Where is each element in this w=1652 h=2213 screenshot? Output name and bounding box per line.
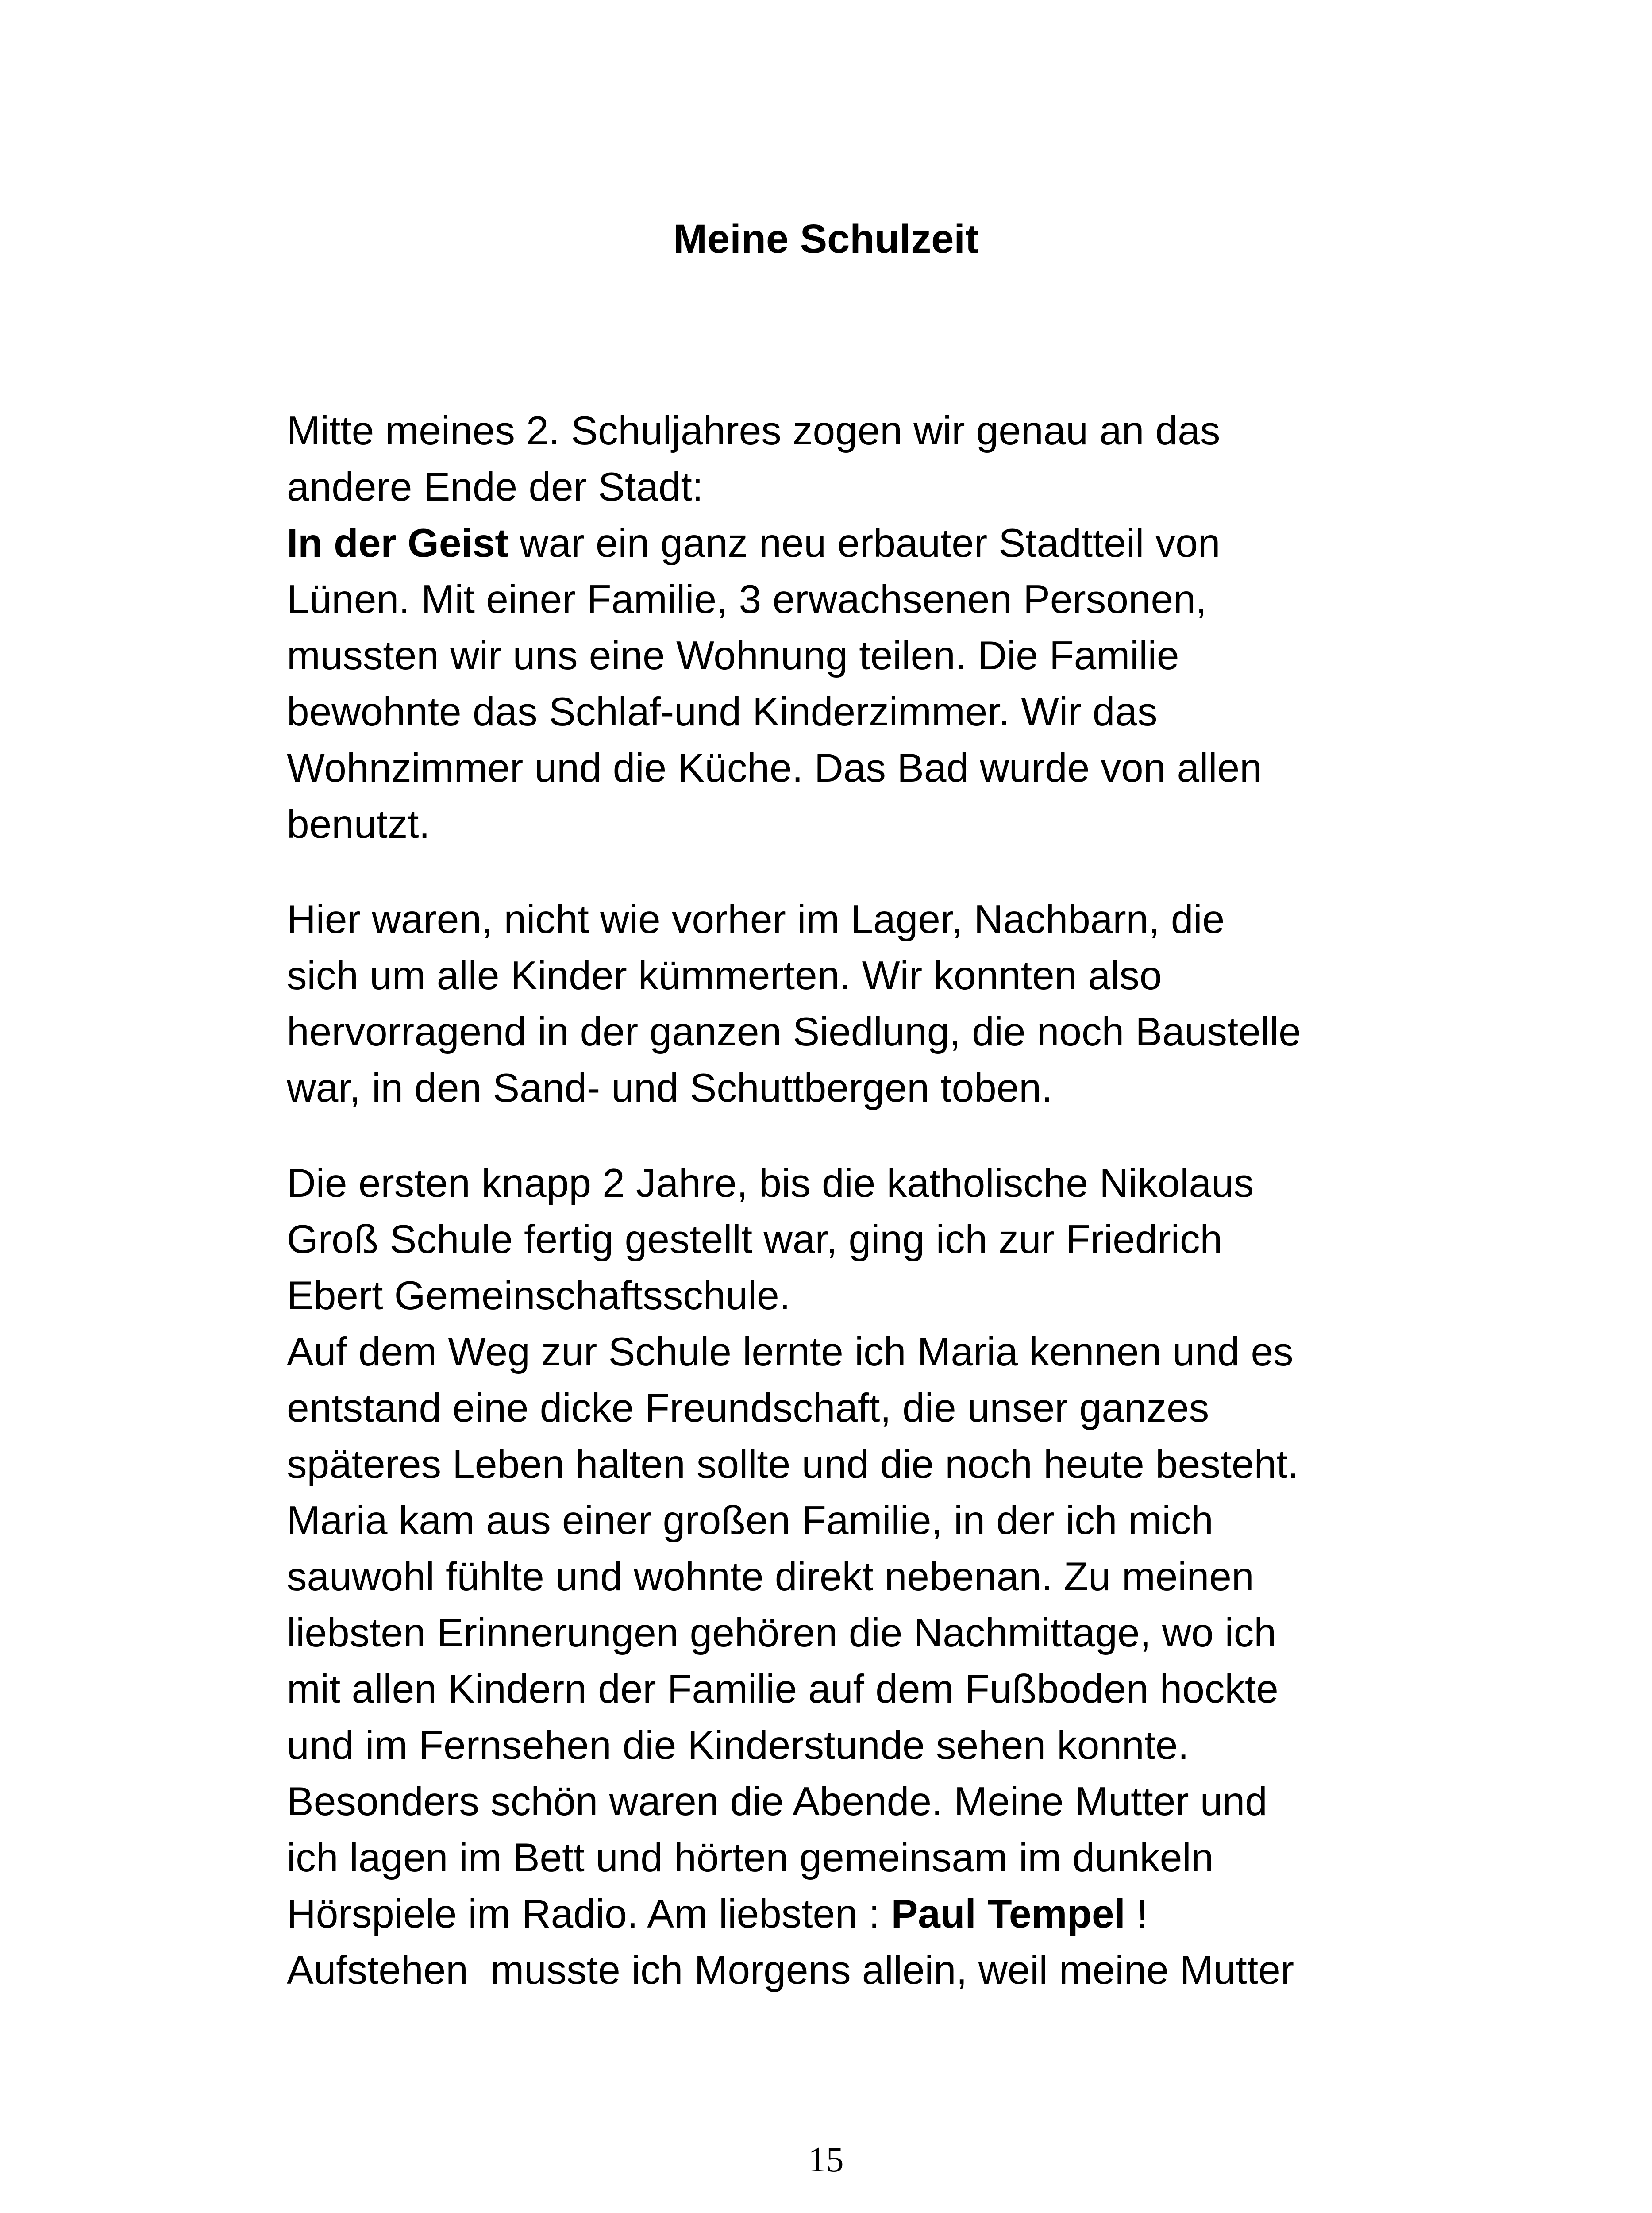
paragraph-2 <box>287 891 1420 1116</box>
text-line: Aufstehen musste ich Morgens allein, weil meine Mutter <box>287 1948 1294 1993</box>
text-segment: Hörspiele im Radio. Am liebsten : <box>287 1892 891 1936</box>
text-line: Wohnzimmer und die Küche. Das Bad wurde von allen <box>287 746 1262 790</box>
paragraph-3 <box>287 1155 1420 1998</box>
text-line: entstand eine dicke Freundschaft, die unser ganzes <box>287 1386 1209 1430</box>
text-segment: war ein ganz neu erbauter Stadtteil von <box>508 521 1221 566</box>
page-title: Meine Schulzeit <box>673 216 979 262</box>
text-line: späteres Leben halten sollte und die noch heute besteht. <box>287 1442 1299 1487</box>
text-line: sauwohl fühlte und wohnte direkt nebenan. Zu meinen <box>287 1554 1254 1599</box>
text-line: Lünen. Mit einer Familie, 3 erwachsenen Personen, <box>287 577 1207 622</box>
text-line: Besonders schön waren die Abende. Meine Mutter und <box>287 1779 1267 1824</box>
text-line: benutzt. <box>287 802 430 847</box>
text-line: Groß Schule fertig gestellt war, ging ich zur Friedrich <box>287 1217 1223 1262</box>
text-line: andere Ende der Stadt: <box>287 465 704 509</box>
text-line: ich lagen im Bett und hörten gemeinsam im dunkeln <box>287 1835 1214 1880</box>
bold-place-name: In der Geist <box>287 521 508 566</box>
text-line: hervorragend in der ganzen Siedlung, die noch Baustelle <box>287 1010 1301 1054</box>
text-line: und im Fernsehen die Kinderstunde sehen konnte. <box>287 1723 1189 1768</box>
text-line <box>287 515 1420 571</box>
body-text <box>287 403 1420 1998</box>
bold-radio-title: Paul Tempel <box>891 1892 1125 1936</box>
text-line: sich um alle Kinder kümmerten. Wir konnten also <box>287 953 1162 998</box>
text-line: Mitte meines 2. Schuljahres zogen wir genau an das <box>287 409 1221 453</box>
text-line: Auf dem Weg zur Schule lernte ich Maria kennen und es <box>287 1330 1294 1374</box>
text-line: war, in den Sand- und Schuttbergen toben. <box>287 1066 1053 1110</box>
text-line: Maria kam aus einer großen Familie, in der ich mich <box>287 1498 1213 1543</box>
text-line: mit allen Kindern der Familie auf dem Fußboden hockte <box>287 1667 1278 1712</box>
page-number: 15 <box>808 2140 844 2179</box>
text-segment: ! <box>1125 1892 1148 1936</box>
text-line: bewohnte das Schlaf-und Kinderzimmer. Wir das <box>287 690 1158 734</box>
text-line: Die ersten knapp 2 Jahre, bis die katholische Nikolaus <box>287 1161 1254 1206</box>
paragraph-1 <box>287 403 1420 852</box>
text-line: Ebert Gemeinschaftsschule. <box>287 1273 791 1318</box>
text-line: Hier waren, nicht wie vorher im Lager, Nachbarn, die <box>287 897 1225 942</box>
text-line: liebsten Erinnerungen gehören die Nachmittage, wo ich <box>287 1611 1276 1655</box>
text-line: mussten wir uns eine Wohnung teilen. Die Familie <box>287 633 1179 678</box>
text-line <box>287 1886 1420 1942</box>
